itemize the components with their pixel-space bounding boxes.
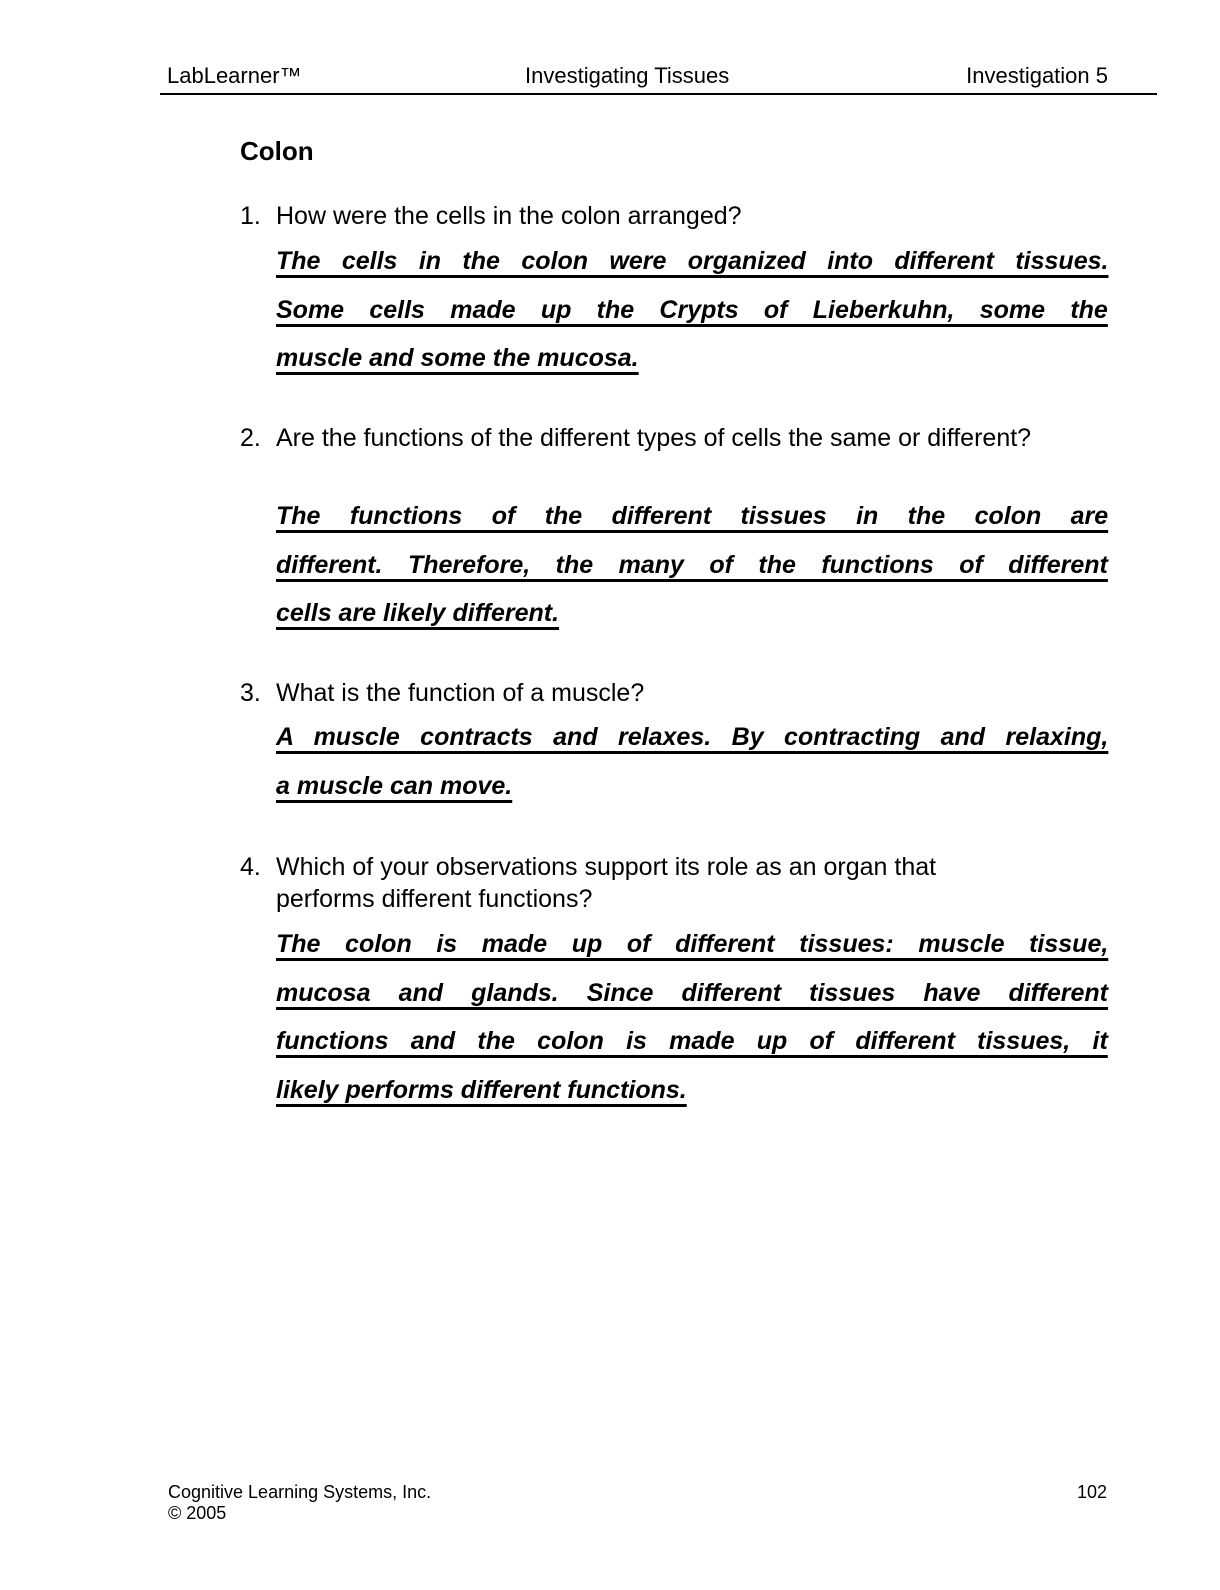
answer-line: likely performs different functions. [276,1075,687,1104]
answer-line: The colon is made up of different tissues: muscle tissue, [276,930,1109,958]
question-number: 2. [240,424,261,452]
answer-line: muscle and some the mucosa. [276,344,639,372]
answer-line: Some cells made up the Crypts of Lieberkuhn, some the [276,295,1108,324]
question-text: Which of your observations support its role as an organ that performs different functions? [276,853,937,913]
question-number: 3. [240,679,261,707]
question-3 [240,677,1120,709]
footer-copyright: © 2005 [168,1503,227,1523]
answer-line: different. Therefore, the many of the functions of different [276,550,1108,579]
page-header [160,60,1157,95]
answer-line: a muscle can move. [276,771,513,800]
answer-2 [276,494,1108,640]
page-footer [168,1482,431,1524]
header-brand: LabLearner™ [167,63,302,88]
answer-line: functions and the colon is made up of different tissues, it [276,1027,1108,1055]
answer-line: cells are likely different. [276,599,560,627]
question-text: What is the function of a muscle? [276,679,645,707]
page-number: 102 [1076,1482,1107,1502]
question-number: 4. [240,853,261,881]
answer-line: A muscle contracts and relaxes. By contracting and relaxing, [276,723,1109,751]
answer-line: The functions of the different tissues in the colon are [276,502,1109,530]
question-number: 1. [240,202,261,230]
answer-3 [276,715,1108,812]
header-title: Investigating Tissues [525,63,730,88]
question-text: Are the functions of the different types of cells the same or different? [276,424,1032,452]
question-text: How were the cells in the colon arranged? [276,202,742,230]
question-4 [240,851,1120,915]
question-1 [240,200,1120,232]
answer-1 [276,239,1108,385]
answer-4 [276,922,1108,1116]
answer-line: mucosa and glands. Since different tissues have different [276,978,1108,1007]
question-2 [240,422,1120,454]
header-investigation: Investigation 5 [966,63,1108,88]
section-title: Colon [240,136,314,166]
footer-company: Cognitive Learning Systems, Inc. [168,1482,432,1502]
answer-line: The cells in the colon were organized into different tissues. [276,247,1109,275]
